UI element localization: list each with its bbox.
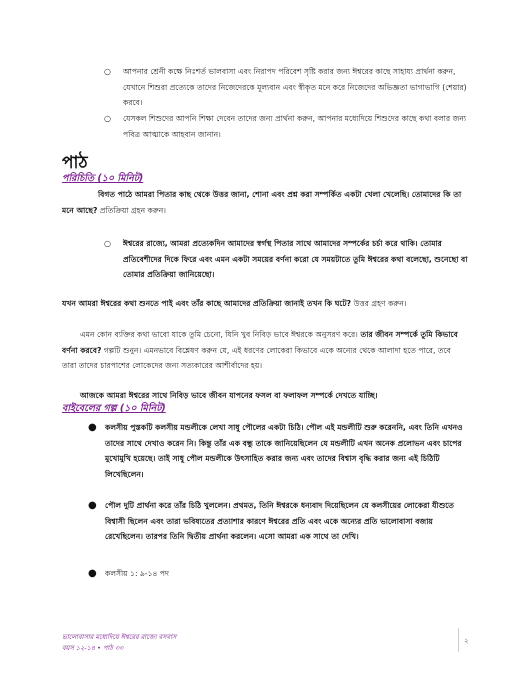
intro-paragraph-1: বিগত পাঠে আমরা পিতার কাছ থেকে উত্তর জানা, শোনা এবং প্রশ্ন করা সম্পর্কিত একটা খেলা খেলেছি। তোমাদের কি তা মনে আছে? প্রতিক্রিয়া গ্রহন করুন।	[62, 190, 462, 215]
prayer-item-2: যেসকল শিশুদের আপনি শিক্ষা দেবেন তাদের জন্য প্রার্থনা করুন, আপনার মধ্যেদিয়ে শিশুদের কাছে কথা বলার জন্য পবিত্র আত্মাকে আহবান জানান।	[123, 114, 467, 139]
bullet-icon: ●	[88, 500, 97, 511]
bullet-icon: ●	[88, 422, 97, 433]
scripture-reference: কলসীয় ১: ৯-১৪ পদ	[105, 569, 170, 578]
footer-subtitle: বয়স ১২-১৪ • পাঠ ৩৩	[62, 644, 124, 652]
bible-story-heading: বাইবেলের গল্প (১০ মিনিট)	[62, 403, 166, 414]
intro-discussion-bullet: ঈশ্বরের রাজ্যে, আমরা প্রত্যেকদিন আমাদের স্বর্গস্থ পিতার সাথে আমাদের সম্পর্কের চর্চা করে থাকি। তোমার প্রতিবেশীদের দিকে ফিরে এবং এমন একটা সময়ের বর্ণনা করো যে সময়টাতে তুমি ঈশ্বরের কথা বলেছো, শুনেছো বা তোমার প্রতিক্রিয়া জানিয়েছো।	[123, 239, 468, 279]
hollow-bullet-icon: ○	[104, 239, 111, 248]
prayer-item-1: আপনার শ্রেনী কক্ষে নিঃশর্ত ভালবাসা এবং নিরাপদ পরিবেশ সৃষ্টি করার জন্য ঈশ্বরের কাছে সাহায্য প্রার্থনা করুন, যেখানে শিশুরা প্রত্যেকে তাদের নিজেদেরকে মূল্যবান এবং স্বীকৃত মনে করে নিজেদের অভিজ্ঞতা ভাগাভাগি (শেয়ার) করবে।	[123, 67, 467, 107]
intro-question: যখন আমরা ঈশ্বরের কথা শুনতে পাই এবং তাঁর কাছে আমাদের প্রতিক্রিয়া জানাই তখন কি ঘটে? উত্তর গ্রহণ করুন।	[62, 299, 407, 308]
footer-divider	[458, 628, 459, 652]
intro-paragraph-4: আজকে আমরা ঈশ্বরের সাথে নিবিড় ভাবে জীবন যাপনের ফসল বা ফলাফল সম্পর্কে দেখতে যাচ্ছি।	[80, 391, 378, 400]
story-bullet-2: পৌল দুটি প্রার্থনা করে তাঁর চিঠি খুললেন। প্রথমত, তিনি ঈশ্বরকে ধন্যবাদ দিয়েছিলেন যে কলসীয়ের লোকেরা যীশুতে বিশ্বাসী ছিলেন এবং তারা ভবিষ্যতের প্রত্যাশার কারণে ঈশ্বরের প্রতি এবং একে অন্যের প্রতি ভালোবাসা বজায় রেখেছিলেন। তারপর তিনি দ্বিতীয় প্রার্থনা করলেন। এসো আমরা এক সাথে তা দেখি।	[105, 501, 455, 541]
intro-paragraph-3: এমন কোন ব্যক্তির কথা ভাবো যাকে তুমি চেনো, যিনি খুব নিবিড় ভাবে ঈশ্বরকে অনুসরণ করে। তার জীবন সম্পর্কে তুমি কিভাবে বর্ণনা করবে? গল্পটি শুনুন। এমনভাবে বিশ্লেষণ করুন যে, এই ধরণের লোকেরা কিভাবে একে অন্যের থেকে আলাদা হতে পারে, তবে তারা তাদের চারপাশের লোকেদের জন্য সত্যকারের আশীর্বাদের হয়।	[62, 330, 458, 370]
footer-title: ভালোবাসার মধ্যেদিয়ে ঈশ্বরের রাজ্যে বসবাস	[62, 633, 177, 641]
intro-heading: পরিচিতি (১০ মিনিট)	[62, 173, 144, 184]
story-bullet-1: কলসীয় পুস্তকটি কলসীয় মন্ডলীকে লেখা সাধু পৌলের একটা চিঠি। পৌল এই মন্ডলীটি শুরু করেননি, এবং তিনি এখনও তাদের সাথে দেখাও করেন নি। কিন্তু তাঁর এক বন্ধু তাকে জানিয়েছিলেন যে মন্ডলীটি এখন অনেক প্রলোভন এবং চাপের মুখোমুখি হয়েছে। তাই সাধু পৌল মন্ডলীকে উৎসাহিত করার জন্য এবং তাদের বিশ্বাস বৃদ্ধি করার জন্য এই চিঠিটি লিখেছিলেন।	[105, 423, 463, 479]
hollow-bullet-icon: ○	[104, 114, 111, 123]
page-number: ২	[464, 637, 469, 645]
hollow-bullet-icon: ○	[104, 67, 111, 76]
lesson-heading: পাঠ	[62, 153, 88, 173]
bullet-icon: ●	[88, 568, 97, 579]
